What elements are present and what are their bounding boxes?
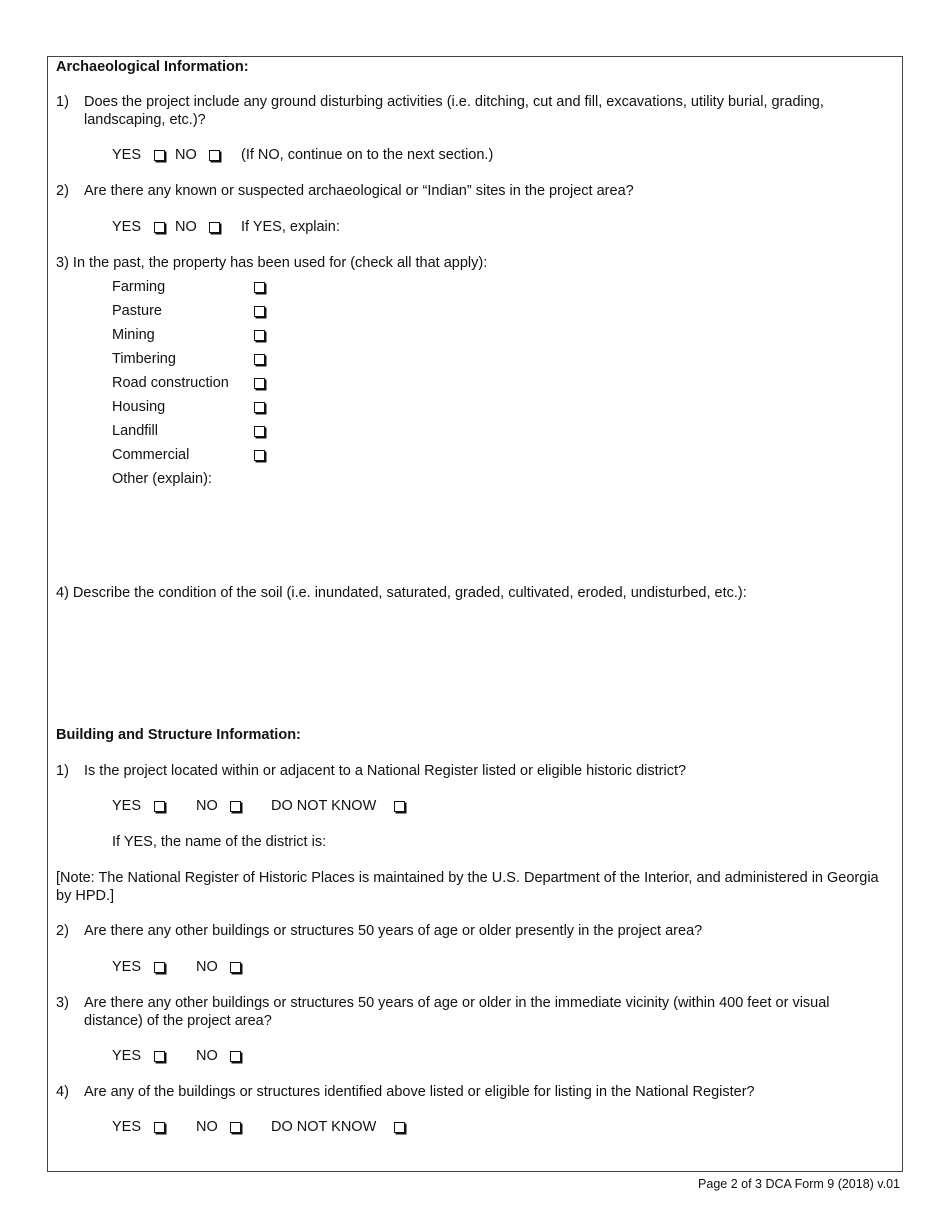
bld-q3-number: 3) (56, 995, 69, 1011)
bld-q1-number: 1) (56, 763, 69, 779)
bld-q3-yes-label: YES (112, 1048, 142, 1064)
use-checkbox-road-construction[interactable] (254, 378, 265, 389)
use-checkbox-pasture[interactable] (254, 306, 265, 317)
bld-q4-yes-label: YES (112, 1119, 142, 1135)
use-label-other: Other (explain): (112, 471, 212, 487)
bld-q1-yes-checkbox[interactable] (154, 801, 165, 812)
bld-q2-no-checkbox[interactable] (230, 962, 241, 973)
arch-q4-text: 4) Describe the condition of the soil (i.e. inundated, saturated, graded, cultivated, eroded, undisturbed, etc.): (56, 585, 747, 601)
arch-q1-no-label: NO (175, 147, 197, 163)
bld-q1-no-checkbox[interactable] (230, 801, 241, 812)
national-register-note: [Note: The National Register of Historic Places is maintained by the U.S. Department of the Interior, and administered in Georgia by HPD.] (56, 870, 879, 904)
bld-q4-no-checkbox[interactable] (230, 1122, 241, 1133)
arch-q2-no-label: NO (175, 219, 197, 235)
bld-q4-dnk-checkbox[interactable] (394, 1122, 405, 1133)
bld-q1-dnk-checkbox[interactable] (394, 801, 405, 812)
arch-q1-text: Does the project include any ground disturbing activities (i.e. ditching, cut and fill, excavations, utility burial, grading, landscaping, etc.)? (84, 94, 824, 128)
use-label-road-construction: Road construction (112, 375, 229, 391)
use-checkbox-commercial[interactable] (254, 450, 265, 461)
arch-q2-yes-checkbox[interactable] (154, 222, 165, 233)
archaeology-heading: Archaeological Information: (56, 59, 249, 75)
use-label-pasture: Pasture (112, 303, 162, 319)
bld-q2-text: Are there any other buildings or structures 50 years of age or older presently in the project area? (84, 923, 703, 939)
arch-q3-text: 3) In the past, the property has been used for (check all that apply): (56, 255, 488, 271)
bld-q2-number: 2) (56, 923, 69, 939)
bld-q1-text: Is the project located within or adjacent to a National Register listed or eligible historic district? (84, 763, 687, 779)
bld-q1-followup: If YES, the name of the district is: (112, 834, 327, 850)
use-checkbox-landfill[interactable] (254, 426, 265, 437)
use-checkbox-timbering[interactable] (254, 354, 265, 365)
bld-q4-no-label: NO (196, 1119, 218, 1135)
use-label-housing: Housing (112, 399, 166, 415)
use-label-landfill: Landfill (112, 423, 158, 439)
use-label-commercial: Commercial (112, 447, 190, 463)
use-label-farming: Farming (112, 279, 166, 295)
bld-q4-text: Are any of the buildings or structures identified above listed or eligible for listing in the National Register? (84, 1084, 755, 1100)
arch-q2-note: If YES, explain: (241, 219, 340, 235)
bld-q4-yes-checkbox[interactable] (154, 1122, 165, 1133)
arch-q1-note: (If NO, continue on to the next section.) (241, 147, 494, 163)
use-checkbox-housing[interactable] (254, 402, 265, 413)
bld-q1-no-label: NO (196, 798, 218, 814)
arch-q2-number: 2) (56, 183, 69, 199)
arch-q1-no-checkbox[interactable] (209, 150, 220, 161)
bld-q2-yes-checkbox[interactable] (154, 962, 165, 973)
use-checkbox-mining[interactable] (254, 330, 265, 341)
arch-q2-text: Are there any known or suspected archaeological or “Indian” sites in the project area? (84, 183, 634, 199)
arch-q1-number: 1) (56, 94, 69, 110)
use-label-timbering: Timbering (112, 351, 176, 367)
arch-q1-yes-label: YES (112, 147, 142, 163)
bld-q3-no-label: NO (196, 1048, 218, 1064)
buildings-heading: Building and Structure Information: (56, 727, 301, 743)
bld-q3-yes-checkbox[interactable] (154, 1051, 165, 1062)
bld-q1-yes-label: YES (112, 798, 142, 814)
bld-q2-yes-label: YES (112, 959, 142, 975)
bld-q1-dnk-label: DO NOT KNOW (271, 798, 377, 814)
bld-q4-dnk-label: DO NOT KNOW (271, 1119, 377, 1135)
bld-q3-no-checkbox[interactable] (230, 1051, 241, 1062)
arch-q2-yes-label: YES (112, 219, 142, 235)
page-footer: Page 2 of 3 DCA Form 9 (2018) v.01 (698, 1177, 900, 1191)
bld-q3-text: Are there any other buildings or structures 50 years of age or older in the immediate vicinity (within 400 feet or visual distance) of the project area? (84, 995, 830, 1029)
use-checkbox-farming[interactable] (254, 282, 265, 293)
arch-q1-yes-checkbox[interactable] (154, 150, 165, 161)
bld-q2-no-label: NO (196, 959, 218, 975)
use-label-mining: Mining (112, 327, 155, 343)
arch-q2-no-checkbox[interactable] (209, 222, 220, 233)
bld-q4-number: 4) (56, 1084, 69, 1100)
